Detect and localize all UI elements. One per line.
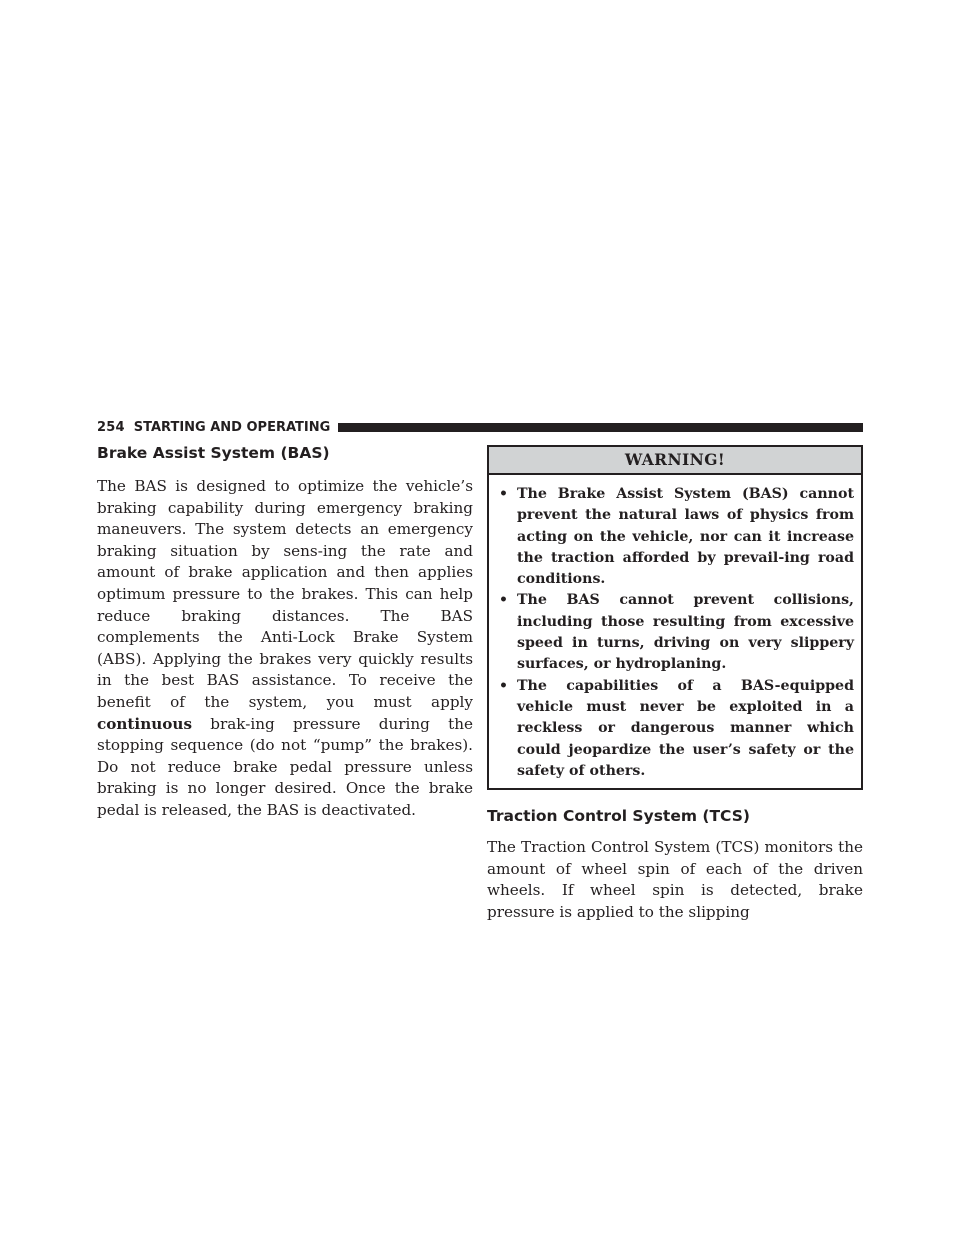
tcs-paragraph: The Traction Control System (TCS) monitors the amount of wheel spin of each of the driven wheels. If wheel spin is detected, brake pressure is applied to the slipping bbox=[487, 838, 863, 921]
header-rule bbox=[338, 423, 863, 432]
tcs-heading: Traction Control System (TCS) bbox=[487, 807, 750, 826]
warning-item-text: The capabilities of a BAS-equipped vehicle must never be exploited in a reckless or dangerous manner which could jeopardize the user’s safety or the safety of others. bbox=[517, 677, 854, 779]
bullet-icon: • bbox=[499, 677, 508, 694]
bas-paragraph bbox=[97, 476, 473, 822]
warning-item-text: The BAS cannot prevent collisions, including those resulting from excessive speed in turns, driving on very slippery surfaces, or hydroplaning. bbox=[517, 592, 854, 673]
bas-body-text: The BAS is designed to optimize the vehicle’s braking capability during emergency braking maneuvers. The system detects an emergency braking situation by sens-ing the rate and amount of brake application and then applies optimum pressure to the brakes. This can help reduce braking distances. The BAS complements the Anti-Lock Brake System (ABS). Applying the brakes very quickly results in the best BAS assistance. To receive the benefit of the system, you must apply bbox=[97, 477, 473, 711]
warning-list bbox=[489, 475, 861, 788]
bas-body-bold: continuous bbox=[97, 714, 193, 733]
section-title: STARTING AND OPERATING bbox=[133, 419, 331, 435]
page-header bbox=[97, 417, 863, 437]
bullet-icon: • bbox=[499, 592, 508, 609]
page-number: 254 bbox=[97, 419, 125, 435]
warning-box bbox=[487, 445, 863, 790]
bullet-icon: • bbox=[499, 486, 508, 502]
right-column bbox=[487, 445, 863, 924]
warning-title: WARNING! bbox=[489, 447, 861, 475]
left-column bbox=[97, 443, 473, 822]
warning-item bbox=[499, 484, 854, 590]
bas-heading: Brake Assist System (BAS) bbox=[97, 444, 330, 462]
warning-item bbox=[499, 676, 854, 782]
warning-item-text: The Brake Assist System (BAS) cannot prevent the natural laws of physics from acting on the vehicle, nor can it increase the traction afforded by prevail-ing road conditions. bbox=[517, 486, 854, 588]
warning-item bbox=[499, 590, 854, 675]
bas-body-text-continued: brak-ing pressure during the stopping sequence (do not “pump” the brakes). Do not reduce brake pedal pressure unless braking is no longer desired. Once the brake pedal is released, the BAS is deactivated. bbox=[97, 714, 473, 819]
